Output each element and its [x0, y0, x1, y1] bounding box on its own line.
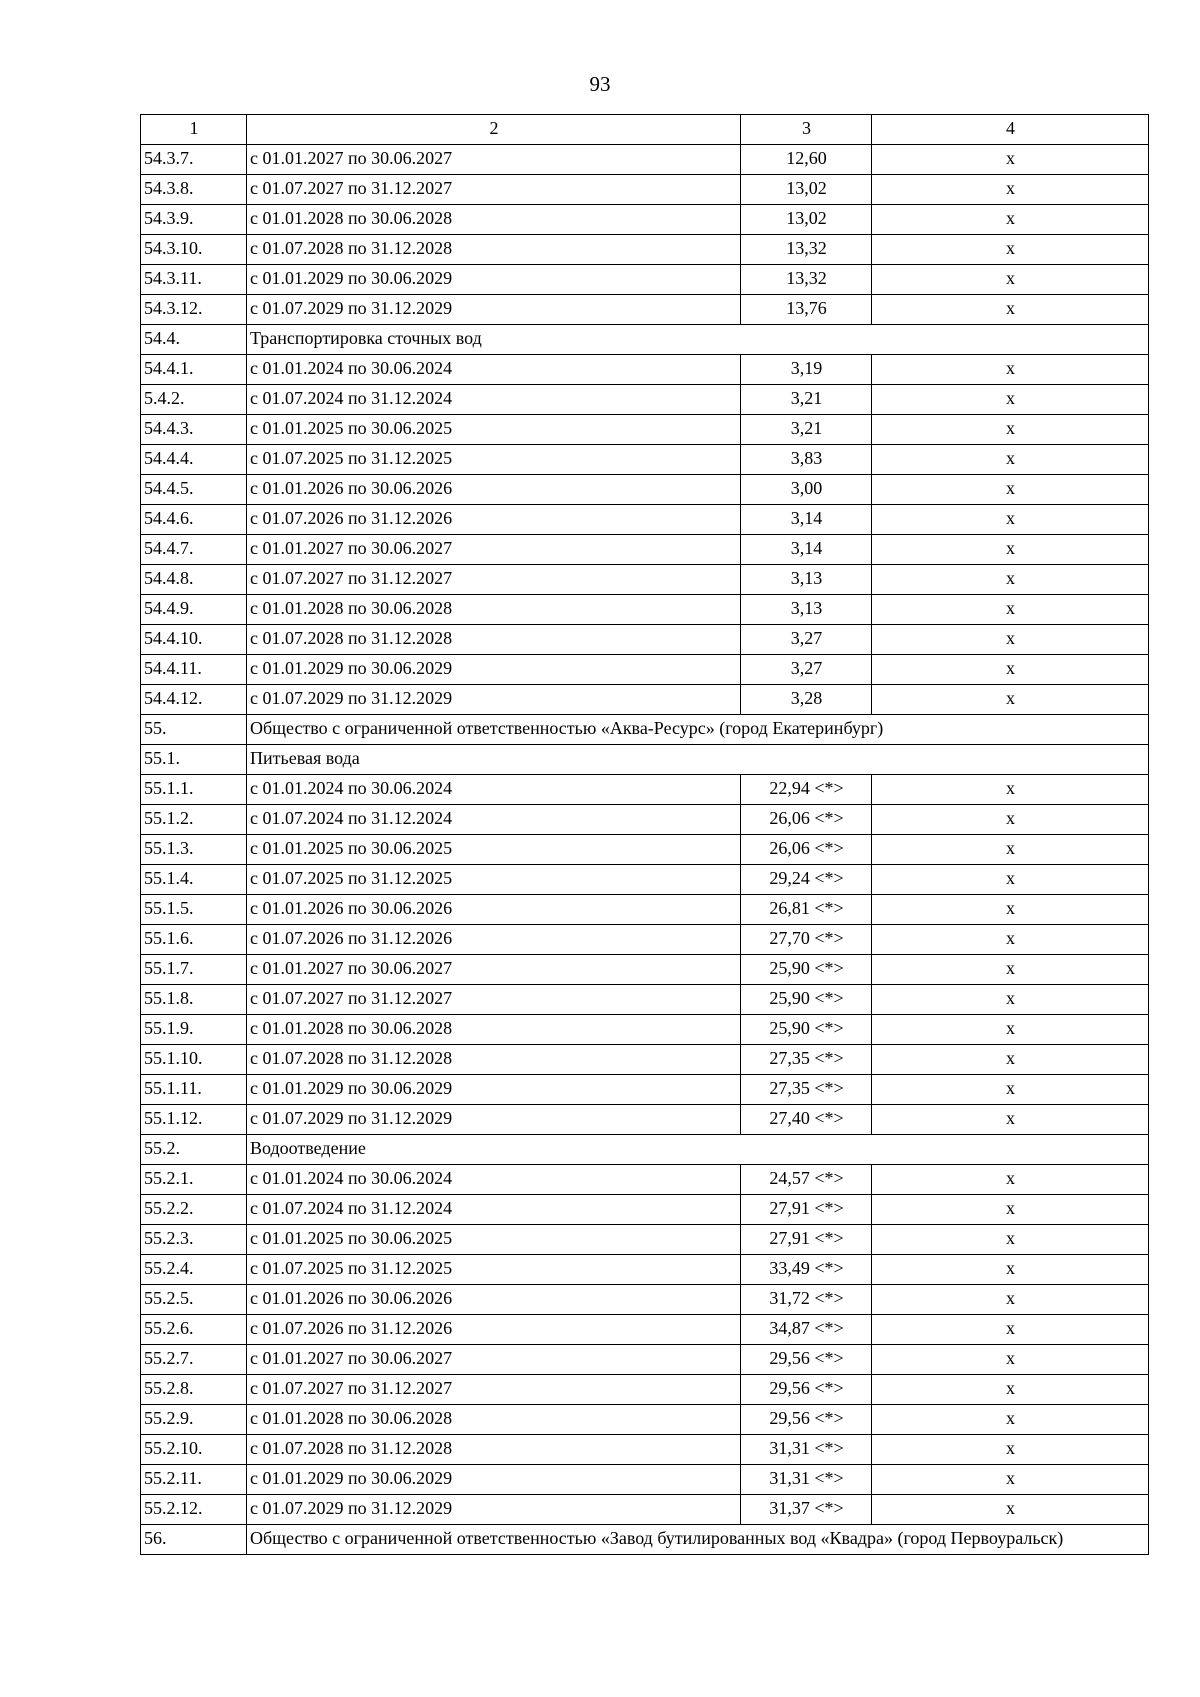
period-cell: с 01.07.2024 по 31.12.2024	[247, 385, 741, 415]
row-number-cell: 54.4.9.	[141, 595, 247, 625]
value-cell: 31,37 <*>	[741, 1495, 872, 1525]
row-number-cell: 55.2.4.	[141, 1255, 247, 1285]
mark-cell: х	[872, 175, 1149, 205]
mark-cell: х	[872, 415, 1149, 445]
mark-cell: х	[872, 505, 1149, 535]
row-number-cell: 55.1.5.	[141, 895, 247, 925]
period-cell: с 01.01.2028 по 30.06.2028	[247, 595, 741, 625]
period-cell: с 01.07.2025 по 31.12.2025	[247, 1255, 741, 1285]
section-title-cell: Транспортировка сточных вод	[247, 325, 1149, 355]
mark-cell: х	[872, 985, 1149, 1015]
value-cell: 13,32	[741, 235, 872, 265]
value-cell: 26,81 <*>	[741, 895, 872, 925]
value-cell: 3,28	[741, 685, 872, 715]
table-row	[141, 655, 1149, 685]
mark-cell: х	[872, 1375, 1149, 1405]
value-cell: 27,91 <*>	[741, 1195, 872, 1225]
row-number-cell: 5.4.2.	[141, 385, 247, 415]
value-cell: 27,91 <*>	[741, 1225, 872, 1255]
row-number-cell: 55.1.12.	[141, 1105, 247, 1135]
mark-cell: х	[872, 475, 1149, 505]
value-cell: 12,60	[741, 145, 872, 175]
mark-cell: х	[872, 235, 1149, 265]
row-number-cell: 55.2.5.	[141, 1285, 247, 1315]
value-cell: 25,90 <*>	[741, 955, 872, 985]
table-row	[141, 1345, 1149, 1375]
table-row	[141, 505, 1149, 535]
section-row	[141, 715, 1149, 745]
table-row	[141, 1435, 1149, 1465]
row-number-cell: 54.3.9.	[141, 205, 247, 235]
value-cell: 29,56 <*>	[741, 1375, 872, 1405]
table-row	[141, 1075, 1149, 1105]
table-row	[141, 835, 1149, 865]
value-cell: 3,13	[741, 565, 872, 595]
section-number-cell: 55.1.	[141, 745, 247, 775]
table-row	[141, 895, 1149, 925]
period-cell: с 01.07.2027 по 31.12.2027	[247, 1375, 741, 1405]
table-row	[141, 1405, 1149, 1435]
row-number-cell: 55.1.2.	[141, 805, 247, 835]
mark-cell: х	[872, 655, 1149, 685]
table-row	[141, 415, 1149, 445]
table-row	[141, 985, 1149, 1015]
period-cell: с 01.07.2025 по 31.12.2025	[247, 445, 741, 475]
table-row	[141, 1375, 1149, 1405]
mark-cell: х	[872, 1285, 1149, 1315]
mark-cell: х	[872, 1195, 1149, 1225]
period-cell: с 01.01.2026 по 30.06.2026	[247, 475, 741, 505]
mark-cell: х	[872, 865, 1149, 895]
period-cell: с 01.01.2028 по 30.06.2028	[247, 1405, 741, 1435]
period-cell: с 01.07.2028 по 31.12.2028	[247, 235, 741, 265]
table-row	[141, 1195, 1149, 1225]
period-cell: с 01.07.2025 по 31.12.2025	[247, 865, 741, 895]
table-row	[141, 1465, 1149, 1495]
row-number-cell: 54.4.7.	[141, 535, 247, 565]
table-row	[141, 685, 1149, 715]
value-cell: 3,14	[741, 535, 872, 565]
period-cell: с 01.01.2026 по 30.06.2026	[247, 1285, 741, 1315]
row-number-cell: 55.2.9.	[141, 1405, 247, 1435]
table-row	[141, 295, 1149, 325]
row-number-cell: 54.3.8.	[141, 175, 247, 205]
value-cell: 31,31 <*>	[741, 1465, 872, 1495]
value-cell: 3,19	[741, 355, 872, 385]
period-cell: с 01.07.2029 по 31.12.2029	[247, 1495, 741, 1525]
mark-cell: х	[872, 295, 1149, 325]
value-cell: 25,90 <*>	[741, 1015, 872, 1045]
mark-cell: х	[872, 955, 1149, 985]
row-number-cell: 54.4.11.	[141, 655, 247, 685]
table-row	[141, 1105, 1149, 1135]
mark-cell: х	[872, 1435, 1149, 1465]
row-number-cell: 54.4.10.	[141, 625, 247, 655]
mark-cell: х	[872, 1045, 1149, 1075]
table-row	[141, 1225, 1149, 1255]
mark-cell: х	[872, 535, 1149, 565]
row-number-cell: 55.1.7.	[141, 955, 247, 985]
period-cell: с 01.01.2025 по 30.06.2025	[247, 415, 741, 445]
table-row	[141, 1015, 1149, 1045]
mark-cell: х	[872, 265, 1149, 295]
value-cell: 13,76	[741, 295, 872, 325]
period-cell: с 01.01.2029 по 30.06.2029	[247, 1075, 741, 1105]
mark-cell: х	[872, 445, 1149, 475]
row-number-cell: 55.1.8.	[141, 985, 247, 1015]
header-cell-1: 1	[141, 115, 247, 145]
period-cell: с 01.07.2026 по 31.12.2026	[247, 925, 741, 955]
row-number-cell: 55.1.10.	[141, 1045, 247, 1075]
value-cell: 26,06 <*>	[741, 805, 872, 835]
mark-cell: х	[872, 775, 1149, 805]
row-number-cell: 55.2.1.	[141, 1165, 247, 1195]
period-cell: с 01.07.2024 по 31.12.2024	[247, 1195, 741, 1225]
value-cell: 25,90 <*>	[741, 985, 872, 1015]
period-cell: с 01.01.2027 по 30.06.2027	[247, 145, 741, 175]
row-number-cell: 55.1.6.	[141, 925, 247, 955]
row-number-cell: 54.3.11.	[141, 265, 247, 295]
row-number-cell: 55.2.12.	[141, 1495, 247, 1525]
mark-cell: х	[872, 895, 1149, 925]
period-cell: с 01.01.2024 по 30.06.2024	[247, 775, 741, 805]
mark-cell: х	[872, 835, 1149, 865]
value-cell: 27,35 <*>	[741, 1075, 872, 1105]
value-cell: 13,02	[741, 205, 872, 235]
mark-cell: х	[872, 595, 1149, 625]
period-cell: с 01.07.2027 по 31.12.2027	[247, 175, 741, 205]
row-number-cell: 54.4.8.	[141, 565, 247, 595]
row-number-cell: 54.4.6.	[141, 505, 247, 535]
mark-cell: х	[872, 1465, 1149, 1495]
value-cell: 27,40 <*>	[741, 1105, 872, 1135]
period-cell: с 01.07.2028 по 31.12.2028	[247, 1045, 741, 1075]
value-cell: 24,57 <*>	[741, 1165, 872, 1195]
section-title-cell: Общество с ограниченной ответственностью «Аква-Ресурс» (город Екатеринбург)	[247, 715, 1149, 745]
row-number-cell: 54.4.4.	[141, 445, 247, 475]
section-number-cell: 54.4.	[141, 325, 247, 355]
table-row	[141, 805, 1149, 835]
mark-cell: х	[872, 205, 1149, 235]
period-cell: с 01.01.2029 по 30.06.2029	[247, 265, 741, 295]
row-number-cell: 55.2.11.	[141, 1465, 247, 1495]
period-cell: с 01.07.2027 по 31.12.2027	[247, 565, 741, 595]
period-cell: с 01.07.2029 по 31.12.2029	[247, 295, 741, 325]
value-cell: 3,27	[741, 655, 872, 685]
table-header-row	[141, 115, 1149, 145]
period-cell: с 01.01.2027 по 30.06.2027	[247, 535, 741, 565]
row-number-cell: 55.2.8.	[141, 1375, 247, 1405]
table-row	[141, 385, 1149, 415]
period-cell: с 01.07.2028 по 31.12.2028	[247, 1435, 741, 1465]
table-row	[141, 265, 1149, 295]
table-row	[141, 1495, 1149, 1525]
table-row	[141, 1315, 1149, 1345]
section-row	[141, 325, 1149, 355]
table-row	[141, 865, 1149, 895]
value-cell: 31,72 <*>	[741, 1285, 872, 1315]
table-row	[141, 1285, 1149, 1315]
section-title-cell: Водоотведение	[247, 1135, 1149, 1165]
section-number-cell: 55.	[141, 715, 247, 745]
value-cell: 27,70 <*>	[741, 925, 872, 955]
row-number-cell: 55.2.6.	[141, 1315, 247, 1345]
mark-cell: х	[872, 355, 1149, 385]
value-cell: 3,14	[741, 505, 872, 535]
period-cell: с 01.07.2026 по 31.12.2026	[247, 505, 741, 535]
period-cell: с 01.07.2026 по 31.12.2026	[247, 1315, 741, 1345]
value-cell: 26,06 <*>	[741, 835, 872, 865]
table-row	[141, 955, 1149, 985]
value-cell: 3,27	[741, 625, 872, 655]
mark-cell: х	[872, 1495, 1149, 1525]
mark-cell: х	[872, 1345, 1149, 1375]
mark-cell: х	[872, 1015, 1149, 1045]
mark-cell: х	[872, 565, 1149, 595]
section-title-cell: Общество с ограниченной ответственностью «Завод бутилированных вод «Квадра» (город Первоуральск)	[247, 1525, 1149, 1555]
header-cell-2: 2	[247, 115, 741, 145]
row-number-cell: 55.2.3.	[141, 1225, 247, 1255]
period-cell: с 01.01.2028 по 30.06.2028	[247, 205, 741, 235]
row-number-cell: 55.2.7.	[141, 1345, 247, 1375]
section-row	[141, 745, 1149, 775]
page-number: 93	[589, 72, 611, 96]
period-cell: с 01.01.2029 по 30.06.2029	[247, 655, 741, 685]
table-row	[141, 355, 1149, 385]
table-row	[141, 1045, 1149, 1075]
section-number-cell: 56.	[141, 1525, 247, 1555]
value-cell: 13,02	[741, 175, 872, 205]
mark-cell: х	[872, 1255, 1149, 1285]
period-cell: с 01.01.2024 по 30.06.2024	[247, 1165, 741, 1195]
period-cell: с 01.07.2028 по 31.12.2028	[247, 625, 741, 655]
mark-cell: х	[872, 1105, 1149, 1135]
table-row	[141, 535, 1149, 565]
row-number-cell: 55.2.2.	[141, 1195, 247, 1225]
row-number-cell: 54.3.7.	[141, 145, 247, 175]
period-cell: с 01.01.2024 по 30.06.2024	[247, 355, 741, 385]
value-cell: 29,56 <*>	[741, 1345, 872, 1375]
value-cell: 3,21	[741, 385, 872, 415]
section-row	[141, 1135, 1149, 1165]
row-number-cell: 55.1.1.	[141, 775, 247, 805]
table-row	[141, 235, 1149, 265]
row-number-cell: 54.4.12.	[141, 685, 247, 715]
table-row	[141, 565, 1149, 595]
section-row	[141, 1525, 1149, 1555]
period-cell: с 01.07.2029 по 31.12.2029	[247, 1105, 741, 1135]
table-row	[141, 445, 1149, 475]
period-cell: с 01.07.2027 по 31.12.2027	[247, 985, 741, 1015]
table-row	[141, 475, 1149, 505]
table-row	[141, 625, 1149, 655]
tariff-table	[140, 114, 1149, 1555]
table-row	[141, 925, 1149, 955]
period-cell: с 01.07.2024 по 31.12.2024	[247, 805, 741, 835]
section-title-cell: Питьевая вода	[247, 745, 1149, 775]
mark-cell: х	[872, 925, 1149, 955]
value-cell: 29,56 <*>	[741, 1405, 872, 1435]
period-cell: с 01.01.2029 по 30.06.2029	[247, 1465, 741, 1495]
mark-cell: х	[872, 1165, 1149, 1195]
value-cell: 22,94 <*>	[741, 775, 872, 805]
table-row	[141, 1255, 1149, 1285]
row-number-cell: 54.4.1.	[141, 355, 247, 385]
row-number-cell: 55.1.9.	[141, 1015, 247, 1045]
period-cell: с 01.07.2029 по 31.12.2029	[247, 685, 741, 715]
section-number-cell: 55.2.	[141, 1135, 247, 1165]
value-cell: 3,21	[741, 415, 872, 445]
period-cell: с 01.01.2025 по 30.06.2025	[247, 835, 741, 865]
period-cell: с 01.01.2025 по 30.06.2025	[247, 1225, 741, 1255]
value-cell: 3,83	[741, 445, 872, 475]
header-cell-4: 4	[872, 115, 1149, 145]
value-cell: 29,24 <*>	[741, 865, 872, 895]
table-row	[141, 1165, 1149, 1195]
header-cell-3: 3	[741, 115, 872, 145]
row-number-cell: 55.1.11.	[141, 1075, 247, 1105]
value-cell: 34,87 <*>	[741, 1315, 872, 1345]
row-number-cell: 54.3.10.	[141, 235, 247, 265]
row-number-cell: 54.4.5.	[141, 475, 247, 505]
table-row	[141, 205, 1149, 235]
row-number-cell: 54.4.3.	[141, 415, 247, 445]
mark-cell: х	[872, 1405, 1149, 1435]
table-row	[141, 775, 1149, 805]
value-cell: 33,49 <*>	[741, 1255, 872, 1285]
mark-cell: х	[872, 805, 1149, 835]
row-number-cell: 54.3.12.	[141, 295, 247, 325]
mark-cell: х	[872, 685, 1149, 715]
table-row	[141, 175, 1149, 205]
period-cell: с 01.01.2027 по 30.06.2027	[247, 955, 741, 985]
value-cell: 31,31 <*>	[741, 1435, 872, 1465]
mark-cell: х	[872, 1315, 1149, 1345]
period-cell: с 01.01.2028 по 30.06.2028	[247, 1015, 741, 1045]
mark-cell: х	[872, 625, 1149, 655]
table-row	[141, 595, 1149, 625]
value-cell: 27,35 <*>	[741, 1045, 872, 1075]
row-number-cell: 55.1.3.	[141, 835, 247, 865]
mark-cell: х	[872, 385, 1149, 415]
period-cell: с 01.01.2027 по 30.06.2027	[247, 1345, 741, 1375]
period-cell: с 01.01.2026 по 30.06.2026	[247, 895, 741, 925]
row-number-cell: 55.2.10.	[141, 1435, 247, 1465]
mark-cell: х	[872, 1225, 1149, 1255]
value-cell: 3,13	[741, 595, 872, 625]
value-cell: 13,32	[741, 265, 872, 295]
mark-cell: х	[872, 1075, 1149, 1105]
mark-cell: х	[872, 145, 1149, 175]
row-number-cell: 55.1.4.	[141, 865, 247, 895]
table-row	[141, 145, 1149, 175]
value-cell: 3,00	[741, 475, 872, 505]
